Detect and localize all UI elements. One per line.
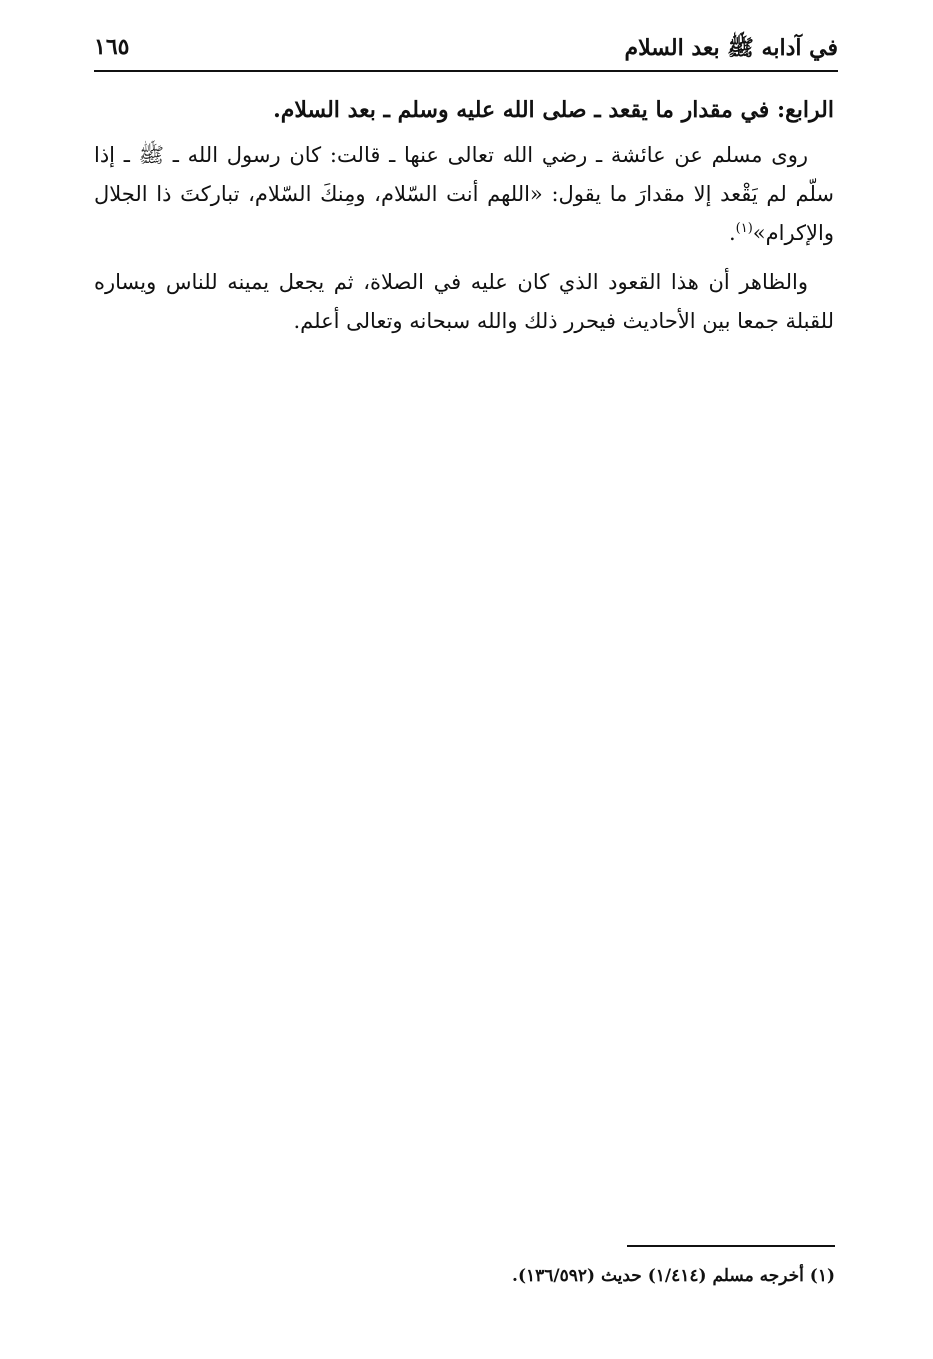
section-heading: الرابع: في مقدار ما يقعد ـ صلى الله عليه وسلم ـ بعد السلام. xyxy=(273,97,834,123)
header-divider xyxy=(94,70,838,72)
running-title: في آدابه ﷺ بعد السلام xyxy=(624,35,838,61)
footnote: (١) أخرجه مسلم (١/٤١٤) حديث (١٣٦/٥٩٢). xyxy=(512,1266,835,1286)
hadith-text: روى مسلم عن عائشة ـ رضي الله تعالى عنها ـ قالت: كان رسول الله ـ ﷺ ـ إذا سلّم لم يَقْعد إلا مقدارَ ما يقول: «اللهم أنت السّلام، ومِنكَ السّلام، تباركتَ ذا الجلال والإكرام» xyxy=(94,143,834,245)
main-text xyxy=(94,92,834,351)
hadith-paragraph-end: . xyxy=(728,221,736,245)
footnote-reference: (١) xyxy=(735,221,753,236)
page-header xyxy=(94,30,838,70)
hadith-paragraph xyxy=(94,136,834,253)
page-number: ١٦٥ xyxy=(94,34,130,60)
commentary-paragraph: والظاهر أن هذا القعود الذي كان عليه في الصلاة، ثم يجعل يمينه للناس ويساره للقبلة جمعا بين الأحاديث فيحرر ذلك والله سبحانه وتعالى أعلم. xyxy=(94,270,834,333)
footnote-divider xyxy=(627,1245,835,1247)
